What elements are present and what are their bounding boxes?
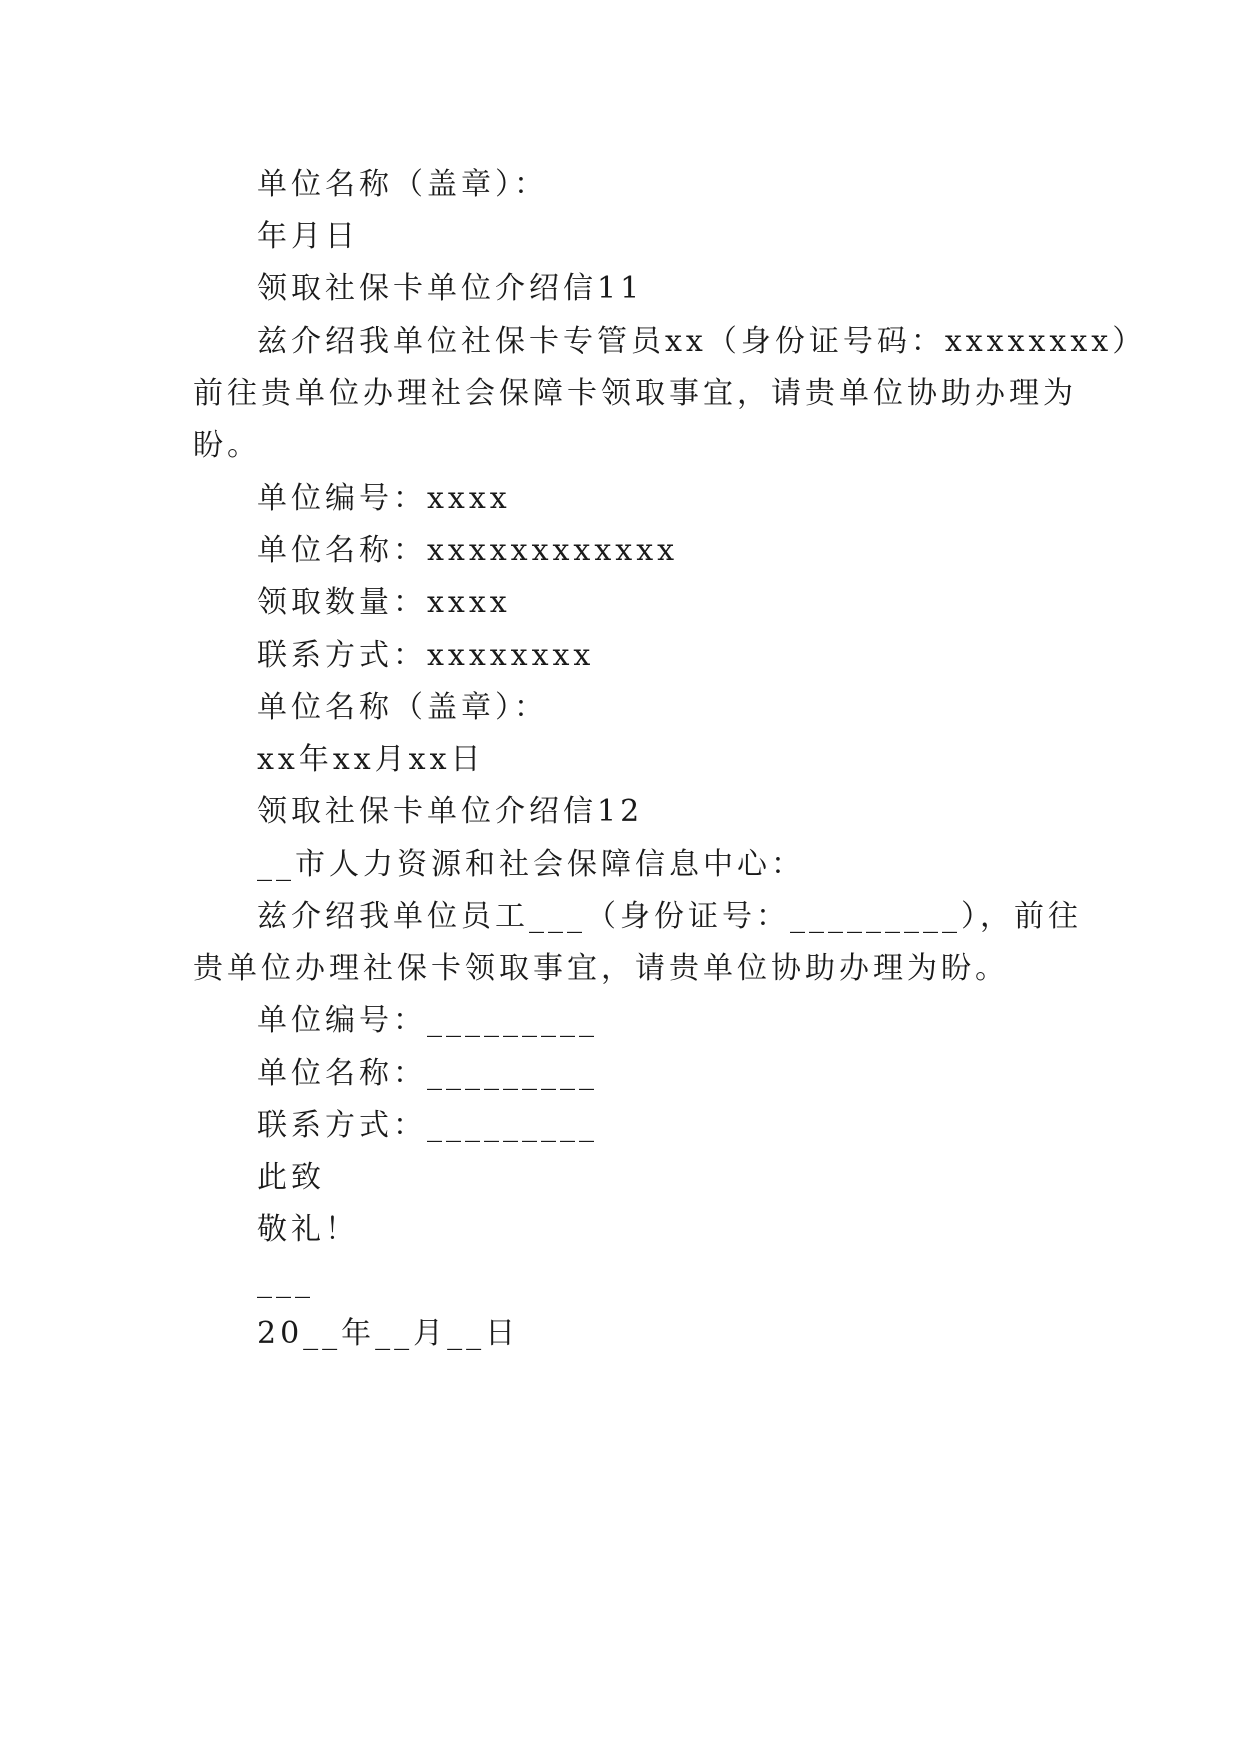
quantity-line: 领取数量：xxxx bbox=[257, 585, 511, 620]
stamp-line: 单位名称（盖章）： bbox=[257, 690, 548, 725]
contact-line: 联系方式：_________ bbox=[257, 1108, 598, 1143]
letter-title: 领取社保卡单位介绍信12 bbox=[257, 794, 644, 829]
body-paragraph-line: 前往贵单位办理社会保障卡领取事宜，请贵单位协助办理为 bbox=[193, 376, 1077, 411]
date-line: xx年xx月xx日 bbox=[257, 742, 485, 777]
salutation-line: 敬礼！ bbox=[257, 1212, 359, 1247]
unit-number-line: 单位编号：_________ bbox=[257, 1003, 598, 1038]
letter-title: 领取社保卡单位介绍信11 bbox=[257, 271, 644, 306]
unit-name-line: 单位名称：_________ bbox=[257, 1056, 598, 1091]
signature-blank: ___ bbox=[257, 1264, 314, 1299]
body-paragraph-line: 兹介绍我单位员工___（身份证号：_________），前往 bbox=[257, 899, 1082, 934]
body-paragraph-line: 盼。 bbox=[193, 428, 261, 463]
unit-number-line: 单位编号：xxxx bbox=[257, 481, 511, 516]
stamp-line: 单位名称（盖章）： bbox=[257, 167, 548, 202]
date-line: 20__年__月__日 bbox=[257, 1316, 520, 1351]
recipient-line: __市人力资源和社会保障信息中心： bbox=[257, 847, 805, 882]
closing-line: 此致 bbox=[257, 1160, 325, 1195]
date-line: 年月日 bbox=[257, 219, 359, 254]
body-paragraph-line: 贵单位办理社保卡领取事宜，请贵单位协助办理为盼。 bbox=[193, 951, 1009, 986]
unit-name-line: 单位名称：xxxxxxxxxxxx bbox=[257, 533, 679, 568]
body-paragraph-line: 兹介绍我单位社保卡专管员xx（身份证号码：xxxxxxxx） bbox=[257, 324, 1147, 359]
contact-line: 联系方式：xxxxxxxx bbox=[257, 638, 595, 673]
